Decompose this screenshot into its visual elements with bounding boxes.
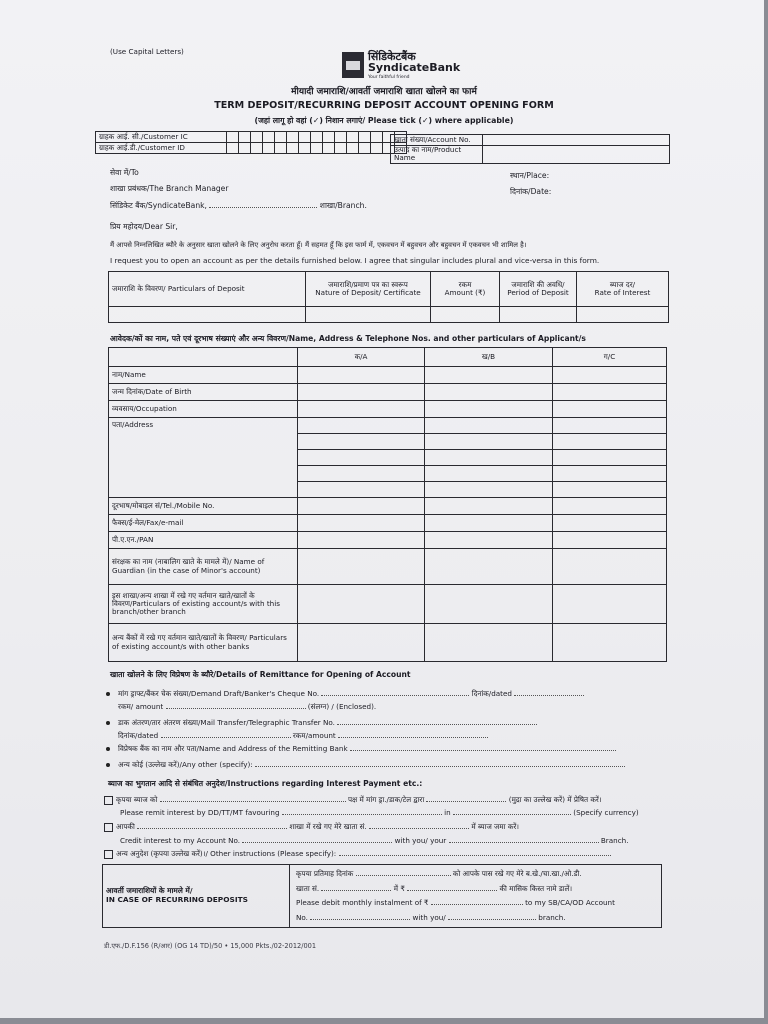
id-box[interactable] [227,143,239,154]
favouring-field-en[interactable] [282,814,442,815]
row-name: नाम/Name [109,367,298,384]
customer-ic-label: ग्राहक आई. सी./Customer IC [96,132,227,143]
remittance-heading: खाता खोलने के लिए विप्रेषण के ब्यौरे/Details of Remittance for Opening of Account [110,670,411,679]
dd-amount-field[interactable] [166,708,306,709]
to-label: सेवा में/To [110,168,139,177]
dd-line: मांग ड्राफ्ट/बैंकर चेक संख्या/Demand Draft/Banker's Cheque No. दिनांक/dated [106,689,584,699]
mt-amount-field[interactable] [338,737,488,738]
field-cell[interactable] [425,434,553,450]
ic-box[interactable] [371,132,383,143]
field-cell[interactable] [553,549,667,585]
deposit-col4: जमाराशि की अवधि/ Period of Deposit [500,272,577,307]
customer-id-label: ग्राहक आई.डी./Customer ID [96,143,227,154]
currency-field[interactable] [426,801,506,802]
row-existing-other: अन्य बैंकों में रखे गए वर्तमान खाते/खातों के विवरण/ Particulars of existing account/s with other banks [109,624,298,662]
remitting-bank-line: विप्रेषक बैंक का नाम और पता/Name and Address of the Remitting Bank [106,744,616,754]
field-cell[interactable] [553,515,667,532]
field-cell[interactable] [425,418,553,434]
checkbox-other[interactable] [104,850,113,859]
col-a: क/A [298,348,425,367]
manager-label: शाखा प्रबंधक/The Branch Manager [110,184,229,193]
row-existing-branch: इस शाखा/अन्य शाखा में रखे गए वर्तमान खाते/खातों के विवरण/Particulars of existing account/s with this branch/other branch [109,585,298,624]
bullet-icon [106,763,110,767]
deposit-col2: जमाराशि/प्रमाण पत्र का स्वरूप Nature of Deposit/ Certificate [306,272,431,307]
rd-instalment-field[interactable] [431,904,523,905]
mt-field[interactable] [337,724,537,725]
currency-field-en[interactable] [453,814,571,815]
ic-box[interactable] [263,132,275,143]
bullet-icon [106,747,110,751]
field-cell[interactable] [425,466,553,482]
col-c: ग/C [553,348,667,367]
field-cell[interactable] [553,585,667,624]
page-title: TERM DEPOSIT/RECURRING DEPOSIT ACCOUNT OPENING FORM [214,100,554,111]
field-cell[interactable] [553,498,667,515]
deposit-cell[interactable] [577,307,669,323]
footer-code: डी.एफ./D.F.156 (R/आर) (OG 14 TD)/50 • 15,000 Pkts./02-2012/001 [104,942,317,950]
favouring-field[interactable] [160,801,346,802]
dd-date-field[interactable] [514,695,584,696]
branch-field[interactable] [209,207,317,208]
row-dob: जन्म दिनांक/Date of Birth [109,384,298,401]
ic-box[interactable] [311,132,323,143]
field-cell[interactable] [425,482,553,498]
checkbox-dd[interactable] [104,796,113,805]
letter-hindi: मैं आपसे निम्नलिखित ब्यौरे के अनुसार खाता खोलने के लिए अनुरोध करता हूँ। मैं सहमत हूँ कि इस फार्म में, एकवचन में बहुवचन और बहुवचन में एकवचन भी शामिल है। [110,241,527,249]
rd-day-field[interactable] [356,875,451,876]
id-box[interactable] [275,143,287,154]
interest-line1: कृपया ब्याज को पक्ष में मांग ड्रा./डाक/टेल द्वारा (मुद्रा का उल्लेख करें) में प्रेषित करें। [104,795,602,805]
product-name-label: उत्पाद का नाम/Product Name [391,146,483,164]
field-cell[interactable] [298,450,425,466]
field-cell[interactable] [425,515,553,532]
field-cell[interactable] [553,384,667,401]
field-cell[interactable] [298,482,425,498]
branch-name-field[interactable] [137,828,287,829]
ic-box[interactable] [239,132,251,143]
ic-box[interactable] [299,132,311,143]
branch-label: शाखा/Branch. [319,201,367,210]
id-box[interactable] [323,143,335,154]
date-label: दिनांक/Date: [510,187,552,196]
row-guardian: संरक्षक का नाम (नाबालिग खाते के मामले में)/ Name of Guardian (in the case of Minor's account) [109,549,298,585]
ic-box[interactable] [287,132,299,143]
id-box[interactable] [311,143,323,154]
field-cell[interactable] [298,624,425,662]
field-cell[interactable] [553,624,667,662]
deposit-col3: रकम Amount (₹) [431,272,500,307]
bank-name-hindi: सिंडिकेटबैंक [368,50,416,63]
rd-table [102,864,662,928]
row-tel: दूरभाष/मोबाइल सं/Tel./Mobile No. [109,498,298,515]
interest-line4: Credit interest to my Account No. with you/ your Branch. [120,836,629,845]
interest-line3: आपकी शाखा में रखे गए मेरे खाता सं. में ब्याज जमा करें। [104,822,519,832]
bullet-icon [106,721,110,725]
field-cell[interactable] [553,401,667,418]
ic-box[interactable] [275,132,287,143]
id-box[interactable] [263,143,275,154]
field-cell[interactable] [553,367,667,384]
mt-date-line: दिनांक/dated रकम/amount [118,731,488,741]
field-cell[interactable] [425,624,553,662]
rd-account-field[interactable] [321,890,391,891]
col-b: ख/B [425,348,553,367]
tick-note: (जहां लागू हो वहां (✓) निशान लगाएं/ Please tick (✓) where applicable) [254,116,514,125]
use-capital-note: (Use Capital Letters) [110,47,184,56]
field-cell[interactable] [553,532,667,549]
account-no-label: खाता संख्या/Account No. [391,135,483,146]
field-cell[interactable] [298,498,425,515]
interest-heading: ब्याज का भुगतान आदि से संबंधित अनुदेश/Instructions regarding Interest Payment etc.: [108,779,423,788]
bank-name: SyndicateBank [368,61,461,74]
ic-box[interactable] [335,132,347,143]
place-label: स्थान/Place: [510,171,550,180]
rd-amount-field[interactable] [407,890,497,891]
salutation: प्रिय महोदय/Dear Sir, [110,222,178,231]
product-name-field[interactable] [483,146,670,164]
id-box[interactable] [347,143,359,154]
deposit-cell[interactable] [109,307,306,323]
deposit-col1: जमाराशि के विवरण/ Particulars of Deposit [109,272,306,307]
id-box[interactable] [359,143,371,154]
deposit-col5: ब्याज दर/ Rate of Interest [577,272,669,307]
id-box[interactable] [371,143,383,154]
mt-line: डाक अंतरण/तार अंतरण संख्या/Mail Transfer/Telegraphic Transfer No. [106,718,537,728]
any-other-line: अन्य कोई (उल्लेख करें)/Any other (specify): [106,760,625,770]
bank-logo-icon [342,52,364,78]
ic-box[interactable] [323,132,335,143]
field-cell[interactable] [425,450,553,466]
field-cell[interactable] [298,434,425,450]
dd-field[interactable] [321,695,469,696]
field-cell[interactable] [425,401,553,418]
field-cell[interactable] [298,401,425,418]
applicant-heading: आवेदक/कों का नाम, पते एवं दूरभाष संख्याएं और अन्य विवरण/Name, Address & Telephone Nos. and other particulars of Applicant/s [110,334,586,343]
ic-box[interactable] [251,132,263,143]
bank-label: सिंडिकेट बैंक/SyndicateBank, [110,201,207,210]
row-occupation: व्यवसाय/Occupation [109,401,298,418]
deposit-cell[interactable] [431,307,500,323]
ic-box[interactable] [359,132,371,143]
interest-line5: अन्य अनुदेश (कृपया उल्लेख करें)।/ Other instructions (Please specify): [104,849,611,859]
checkbox-credit[interactable] [104,823,113,832]
amount-line: रकम/ amount (संलग्न) / (Enclosed). [118,702,377,711]
field-cell[interactable] [425,367,553,384]
bank-branch-line [110,201,367,211]
field-cell[interactable] [553,450,667,466]
credit-account-field-en[interactable] [242,842,392,843]
id-box[interactable] [299,143,311,154]
field-cell[interactable] [553,418,667,434]
field-cell[interactable] [298,418,425,434]
bullet-icon [106,692,110,696]
interest-line2: Please remit interest by DD/TT/MT favouring in (Specify currency) [120,808,639,817]
ic-box[interactable] [227,132,239,143]
other-instructions-field[interactable] [339,855,611,856]
rd-account-no-field[interactable] [310,919,410,920]
rd-label: आवर्ती जमाराशियों के मामले में/ IN CASE OF RECURRING DEPOSITS [103,865,290,928]
field-cell[interactable] [298,549,425,585]
account-table [390,134,670,164]
row-address: पता/Address [109,418,298,498]
row-pan: पी.ए.एन./PAN [109,532,298,549]
customer-id-table [95,131,407,154]
account-no-field[interactable] [483,135,670,146]
credit-account-field[interactable] [369,828,469,829]
any-other-field[interactable] [255,766,625,767]
field-cell[interactable] [298,532,425,549]
field-cell[interactable] [298,466,425,482]
field-cell[interactable] [425,532,553,549]
field-cell[interactable] [553,466,667,482]
field-cell[interactable] [298,515,425,532]
id-box[interactable] [251,143,263,154]
deposit-cell[interactable] [500,307,577,323]
deposit-table [108,271,669,323]
field-cell[interactable] [425,549,553,585]
remitting-bank-field[interactable] [350,750,616,751]
deposit-cell[interactable] [306,307,431,323]
title-hindi: मीयादी जमाराशि/आवर्ती जमाराशि खाता खोलने का फार्म [291,87,477,97]
field-cell[interactable] [298,585,425,624]
field-cell[interactable] [298,384,425,401]
id-box[interactable] [335,143,347,154]
field-cell[interactable] [425,585,553,624]
field-cell[interactable] [425,384,553,401]
applicant-table [108,347,667,662]
field-cell[interactable] [425,498,553,515]
letter-en: I request you to open an account as per the details furnished below. I agree that singular includes plural and vice-versa in this form. [110,256,600,265]
rd-branch-field[interactable] [448,919,536,920]
field-cell[interactable] [298,367,425,384]
field-cell[interactable] [553,482,667,498]
field-cell[interactable] [553,434,667,450]
mt-date-field[interactable] [161,737,291,738]
id-box[interactable] [239,143,251,154]
credit-branch-field[interactable] [449,842,599,843]
bank-tagline: Your faithful friend [368,75,410,80]
id-box[interactable] [287,143,299,154]
ic-box[interactable] [347,132,359,143]
rd-instructions: कृपया प्रतिमाह दिनांक को आपके पास रखे गए मेरे ब.खे./चा.खा./ओ.डी. खाता सं. में ₹ की मासिक किस्त नामे डालें। Please debit monthly instalment of ₹ to my SB/CA/OD Account No. with you/ branch. [290,865,662,928]
row-fax: फैक्स/ई-मेल/Fax/e-mail [109,515,298,532]
